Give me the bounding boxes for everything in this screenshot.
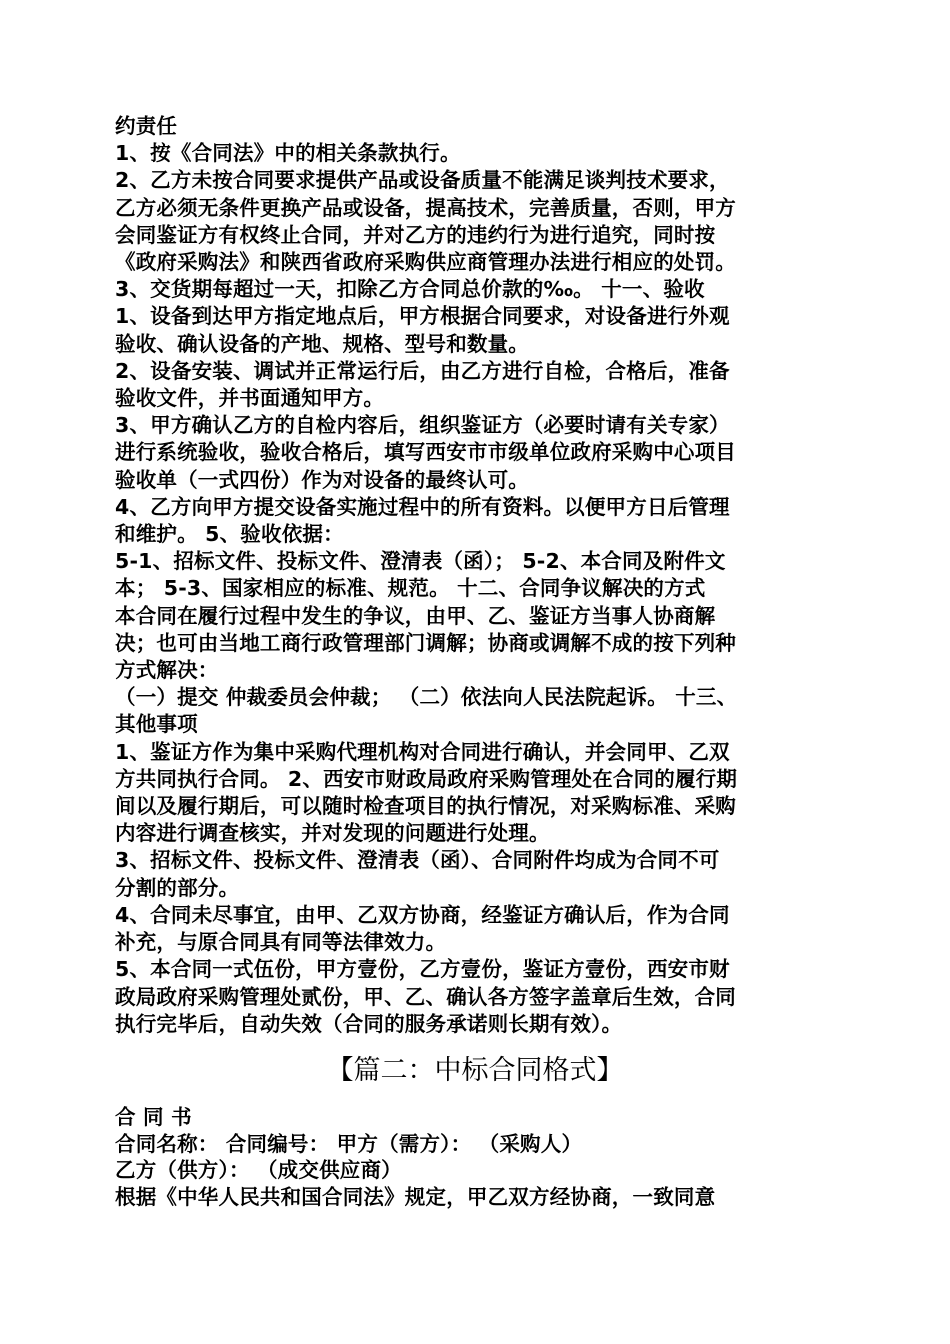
text-line: 进行系统验收，验收合格后，填写西安市市级单位政府采购中心项目 — [115, 440, 736, 465]
text-line: 本合同在履行过程中发生的争议，由甲、乙、鉴证方当事人协商解 — [115, 603, 716, 628]
text-line: 间以及履行期后，可以随时检查项目的执行情况，对采购标准、采购 — [115, 794, 736, 819]
text-line: 3、招标文件、投标文件、澄清表（函）、合同附件均成为合同不可 — [115, 848, 720, 873]
text-line: 决；也可由当地工商行政管理部门调解；协商或调解不成的按下列种 — [115, 630, 736, 655]
document-body — [115, 113, 835, 1038]
text-line: 验收、确认设备的产地、规格、型号和数量。 — [115, 331, 529, 356]
text-line: 1、鉴证方作为集中采购代理机构对合同进行确认，并会同甲、乙双 — [115, 739, 730, 764]
text-line: 分割的部分。 — [115, 875, 240, 900]
text-line: 方共同执行合同。 2、西安市财政局政府采购管理处在合同的履行期 — [115, 766, 738, 791]
text-line: 会同鉴证方有权终止合同，并对乙方的违约行为进行追究，同时按 — [115, 222, 716, 247]
text-line: 2、设备安装、调试并正常运行后，由乙方进行自检，合格后，准备 — [115, 358, 730, 383]
text-line: 方式解决： — [115, 658, 219, 683]
text-line: 1、设备到达甲方指定地点后，甲方根据合同要求，对设备进行外观 — [115, 304, 730, 329]
section-heading: 【篇二：中标合同格式】 — [326, 1055, 624, 1086]
text-line: 约责任 — [115, 114, 178, 138]
text-line: 验收文件，并书面通知甲方。 — [115, 386, 385, 411]
text-line: 补充，与原合同具有同等法律效力。 — [115, 930, 447, 955]
text-line: 内容进行调查核实，并对发现的问题进行处理。 — [115, 821, 550, 846]
text-line: 3、甲方确认乙方的自检内容后，组织鉴证方（必要时请有关专家） — [115, 413, 730, 438]
text-line: 政局政府采购管理处贰份，甲、乙、确认各方签字盖章后生效，合同 — [115, 984, 736, 1009]
text-line: 乙方（供方）： （成交供应商） — [115, 1158, 402, 1182]
text-line: 4、合同未尽事宜，由甲、乙双方协商，经鉴证方确认后，作为合同 — [115, 902, 730, 927]
contract-form-body — [115, 1104, 835, 1210]
text-line: 4、乙方向甲方提交设备实施过程中的所有资料。以便甲方日后管理 — [115, 494, 730, 519]
text-line: 其他事项 — [115, 712, 198, 737]
text-line: 1、按《合同法》中的相关条款执行。 — [115, 141, 461, 166]
text-line: 验收单（一式四份）作为对设备的最终认可。 — [115, 467, 529, 492]
text-line: 5-1、招标文件、投标文件、澄清表（函）； 5-2、本合同及附件文 — [115, 549, 726, 574]
text-line: 乙方必须无条件更换产品或设备，提高技术，完善质量，否则，甲方 — [115, 195, 736, 220]
text-line: 和维护。 5、验收依据： — [115, 522, 344, 547]
text-line: 根据《中华人民共和国合同法》规定，甲乙双方经协商，一致同意 — [115, 1184, 716, 1209]
text-line: 《政府采购法》和陕西省政府采购供应商管理办法进行相应的处罚。 — [115, 250, 736, 275]
text-line: 合同名称： 合同编号： 甲方（需方）： （采购人） — [115, 1131, 583, 1156]
text-line: 本； 5-3、国家相应的标准、规范。 十二、合同争议解决的方式 — [115, 576, 706, 601]
text-line: 3、交货期每超过一天，扣除乙方合同总价款的‰。 十一、验收 — [115, 277, 705, 302]
text-line: 2、乙方未按合同要求提供产品或设备质量不能满足谈判技术要求， — [115, 168, 730, 193]
text-line: 5、本合同一式伍份，甲方壹份，乙方壹份，鉴证方壹份，西安市财 — [115, 957, 730, 982]
text-line: （一）提交 仲裁委员会仲裁； （二）依法向人民法院起诉。 十三、 — [115, 685, 738, 710]
text-line: 执行完毕后，自动失效（合同的服务承诺则长期有效）。 — [115, 1011, 623, 1036]
text-line: 合 同 书 — [115, 1105, 192, 1129]
